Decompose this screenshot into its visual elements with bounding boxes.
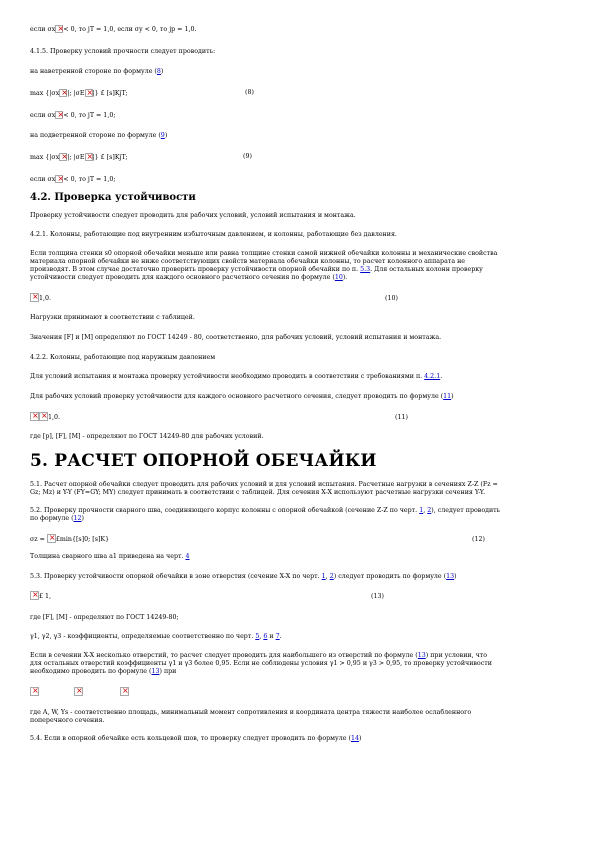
broken-image-icon [85,89,93,97]
equation-number: (12) [472,536,485,543]
clause-4-2-2: 4.2.2. Колонны, работающие под наружным давлением [30,354,216,361]
ref-link-8[interactable]: 8 [156,68,161,75]
outer-side-text: на наветренной стороне по формуле (8) [30,68,164,75]
paragraph: γ1, γ2, γ3 - коэффициенты, определяемые соответственно по черт. 5, 6 и 7. [30,633,282,640]
paragraph: где [F], [M] - определяют по ГОСТ 14249-80; [30,614,179,621]
broken-image-icon [30,293,39,302]
formula-10: ×1,0. (10) [30,293,570,303]
clause-5-2: 5.2. Проверку прочности сварного шва, соединяющего корпус колонны с опорной обечайкой (сечение Z-Z по черт. 1, 2), следует проводить по формуле (12) [30,507,501,522]
paragraph: Если толщина стенки s0 опорной обечайки меньше или равна толщине стенки самой нижней обечайки колонны и механические свойства материала опорной обечайки не ниже соответствующих свойств материала обечайки колонны, то расчет колонного аппарата не производят. В этом случае достаточно проверить проверку устойчивости опорной обечайки по п. 5.3. Для остальных колонн проверку устойчивости следует проводить для каждого основного расчетного сечения по формуле (10). [30,250,498,281]
formula-13: ×£ 1, (13) [30,591,570,601]
paragraph: Значения [F] и [M] определяют по ГОСТ 14249 - 80, соответственно, для рабочих условий, условий испытания и монтажа. [30,334,442,341]
ref-link-figure-4[interactable]: 4 [185,553,190,560]
ref-link-11[interactable]: 11 [443,393,452,400]
text-line: если σx× < 0, то jT = 1,0; [30,111,570,120]
broken-image-icon [85,153,93,161]
formula-9: max {|σx× |; |σE× |} £ [s]KjT; (9) [30,153,570,162]
broken-image-icon [55,175,63,183]
document-page [30,10,570,743]
equation-number: (10) [385,295,398,302]
text-line: если σx× < 0, то jT = 1,0; [30,175,570,184]
broken-image-icon [47,534,56,543]
broken-image-icon [39,412,48,421]
ref-link-4-2-1[interactable]: 4.2.1 [424,373,441,380]
equation-number: (8) [245,89,254,96]
broken-image-icon [55,111,63,119]
formula-images [30,687,570,699]
paragraph: Проверку устойчивости следует проводить для рабочих условий, условий испытания и монтажа. [30,212,356,219]
broken-image-icon [59,89,67,97]
paragraph: Толщина сварного шва a1 приведена на черт. 4 [30,553,190,560]
ref-link-figure-5[interactable]: 5 [255,633,260,640]
broken-image-icon [120,687,129,696]
clause-5-1: 5.1. Расчет опорной обечайки следует проводить для рабочих условий и для условий испытания. Расчетные нагрузки в сечениях Z-Z (Fz = Gz; Mz) и Y-Y (FY=GY; MY) следует принимать в соответствии с таблицей. Для сечения X-X используют расчетные нагрузки сечения Y-Y. [30,481,498,496]
section-heading-5: 5. РАСЧЕТ ОПОРНОЙ ОБЕЧАЙКИ [30,451,377,471]
clause-4-1-5: 4.1.5. Проверку условий прочности следует проводить: [30,48,216,55]
ref-link-figure-7[interactable]: 7 [275,633,280,640]
paragraph: где A, W, Ys - соответственно площадь, минимальный момент сопротивления и координата центра тяжести наиболее ослабленного поперечного сечения. [30,709,472,724]
paragraph: где [p], [F], [M] - определяют по ГОСТ 14249-80 для рабочих условий. [30,433,264,440]
ref-link-figure-2[interactable]: 2 [427,507,432,514]
ref-link-13[interactable]: 13 [417,652,426,659]
broken-image-icon [30,591,39,600]
formula-11: ××1,0. (11) [30,412,570,422]
ref-link-9[interactable]: 9 [160,132,165,139]
inner-side-text: на подветренной стороне по формуле (9) [30,132,168,139]
clause-4-2-1: 4.2.1. Колонны, работающие под внутренним избыточным давлением, и колонны, работающие без давления. [30,231,397,238]
ref-link-5-3[interactable]: 5.3 [360,266,371,273]
clause-5-4: 5.4. Если в опорной обечайке есть кольцевой шов, то проверку следует проводить по формуле (14) [30,735,362,742]
broken-image-icon [74,687,83,696]
ref-link-10[interactable]: 10 [334,274,343,281]
section-heading-4-2: 4.2. Проверка устойчивости [30,192,196,203]
ref-link-14[interactable]: 14 [350,735,359,742]
broken-image-icon [30,412,39,421]
broken-image-icon [59,153,67,161]
text-line: если σx× < 0, то jT = 1,0, если σy < 0, то jp = 1,0. [30,25,570,34]
broken-image-icon [30,687,39,696]
paragraph: Для условий испытания и монтажа проверку устойчивости необходимо проводить в соответствии с требованиями п. 4.2.1. [30,373,443,380]
ref-link-12[interactable]: 12 [73,515,82,522]
formula-8: max {|σx× |; |σE× |} £ [s]KjT; (8) [30,89,570,98]
formula-12: σz = × £min{[s]0; [s]K} (12) [30,534,570,544]
ref-link-13[interactable]: 13 [446,573,455,580]
equation-number: (11) [395,414,408,421]
ref-link-figure-6[interactable]: 6 [263,633,268,640]
paragraph: Для рабочих условий проверку устойчивости для каждого основного расчетного сечения, следует проводить по формуле (11) [30,393,454,400]
paragraph: Если в сечении X-X несколько отверстий, то расчет следует проводить для наибольшего из отверстий по формуле (13) при условии, что для остальных отверстий коэффициенты γ1 и γ3 более 0,95. Если не соблюдены условия γ1 > 0,95 и γ3 > 0,95, то проверку устойчивости необходимо проводить по формуле (13) при [30,652,492,675]
ref-link-figure-2[interactable]: 2 [329,573,334,580]
clause-5-3: 5.3. Проверку устойчивости опорной обечайки в зоне отверстия (сечение X-X по черт. 1, 2) следует проводить по формуле (13) [30,573,457,580]
equation-number: (13) [371,593,384,600]
ref-link-13[interactable]: 13 [151,668,160,675]
ref-link-figure-1[interactable]: 1 [321,573,326,580]
ref-link-figure-1[interactable]: 1 [419,507,424,514]
equation-number: (9) [243,153,252,160]
paragraph: Нагрузки принимают в соответствии с таблицей. [30,314,195,321]
broken-image-icon [55,25,63,33]
